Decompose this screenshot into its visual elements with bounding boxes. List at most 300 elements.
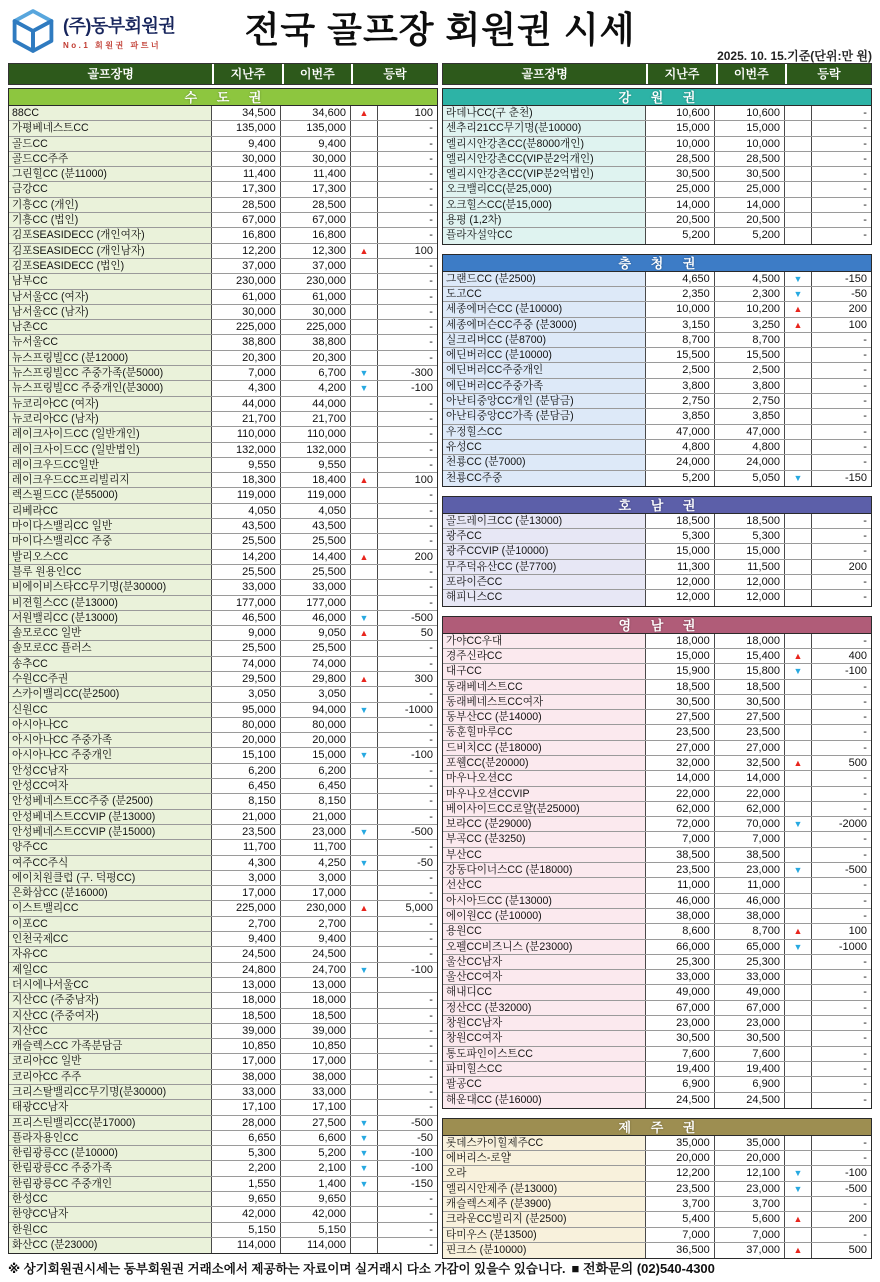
up-arrow-icon: ▲ <box>785 302 812 316</box>
course-name: 라데나CC(구 춘천) <box>443 106 646 120</box>
course-name: 안성베네스트CCVIP (분13000) <box>9 810 212 824</box>
change-value: - <box>812 771 871 785</box>
course-name: 오크힐스CC(분15,000) <box>443 198 646 212</box>
this-week-price: 12,300 <box>281 244 351 258</box>
course-name: 남촌CC <box>9 320 212 334</box>
course-name: 아난티중앙CC가족 (분담금) <box>443 409 646 423</box>
up-arrow-icon: ▲ <box>785 924 812 938</box>
last-week-price: 8,150 <box>212 794 280 808</box>
last-week-price: 2,750 <box>646 394 714 408</box>
last-week-price: 13,000 <box>212 978 280 992</box>
course-name: 한림광릉CC 주중가족 <box>9 1161 212 1175</box>
change-value: 50 <box>378 626 437 640</box>
course-name: 천룡CC주중 <box>443 471 646 486</box>
course-name: 서원밸리CC (분13000) <box>9 611 212 625</box>
table-row <box>443 710 871 725</box>
course-name: 팔공CC <box>443 1077 646 1091</box>
last-week-price: 18,300 <box>212 473 280 487</box>
course-name: 가평베네스트CC <box>9 121 212 135</box>
last-week-price: 9,400 <box>212 137 280 151</box>
this-week-price: 25,500 <box>281 534 351 548</box>
last-week-price: 24,800 <box>212 963 280 977</box>
table-row <box>443 817 871 832</box>
arrow-placeholder <box>351 427 378 441</box>
course-name: 발리오스CC <box>9 550 212 564</box>
table-row <box>443 863 871 878</box>
this-week-price: 38,800 <box>281 335 351 349</box>
table-row <box>9 274 437 289</box>
course-name: 기흥CC (개인) <box>9 198 212 212</box>
arrow-placeholder <box>785 741 812 755</box>
course-name: 골드레이크CC (분13000) <box>443 514 646 528</box>
down-arrow-icon: ▼ <box>785 272 812 286</box>
table-row <box>443 152 871 167</box>
course-name: 해내디CC <box>443 985 646 999</box>
last-week-price: 17,300 <box>212 182 280 196</box>
change-value: 200 <box>812 560 871 574</box>
last-week-price: 3,700 <box>646 1197 714 1211</box>
up-arrow-icon: ▲ <box>351 550 378 564</box>
table-row <box>443 1136 871 1151</box>
last-week-price: 1,550 <box>212 1177 280 1191</box>
table-row <box>443 363 871 378</box>
table-row <box>9 427 437 442</box>
this-week-price: 67,000 <box>281 213 351 227</box>
course-name: 솔모로CC 일반 <box>9 626 212 640</box>
this-week-price: 16,800 <box>281 228 351 242</box>
last-week-price: 9,550 <box>212 458 280 472</box>
last-week-price: 30,500 <box>646 1031 714 1045</box>
table-row <box>9 458 437 473</box>
table-row <box>9 488 437 503</box>
this-week-price: 3,850 <box>715 409 785 423</box>
last-week-price: 30,500 <box>646 695 714 709</box>
last-week-price: 24,500 <box>212 947 280 961</box>
last-week-price: 23,500 <box>646 863 714 877</box>
this-week-price: 10,200 <box>715 302 785 316</box>
change-value: 100 <box>378 106 437 120</box>
course-name: 동부산CC (분14000) <box>443 710 646 724</box>
table-row <box>9 764 437 779</box>
course-name: 제일CC <box>9 963 212 977</box>
course-name: 남서울CC (여자) <box>9 290 212 304</box>
change-value: -500 <box>378 611 437 625</box>
course-name: 에딘버러CC주중개인 <box>443 363 646 377</box>
table-row <box>443 664 871 679</box>
table-row <box>9 106 437 121</box>
table-row <box>9 1223 437 1238</box>
course-name: 안성베네스트CC주중 (분2500) <box>9 794 212 808</box>
change-value <box>378 978 437 992</box>
last-week-price: 17,000 <box>212 886 280 900</box>
change-value: - <box>378 320 437 334</box>
change-value: - <box>378 596 437 610</box>
table-row <box>9 290 437 305</box>
down-arrow-icon: ▼ <box>351 825 378 839</box>
table-row <box>9 856 437 871</box>
this-week-price: 94,000 <box>281 703 351 717</box>
table-row <box>9 366 437 381</box>
last-week-price: 5,300 <box>212 1146 280 1160</box>
this-week-price: 5,150 <box>281 1223 351 1237</box>
change-value: 100 <box>378 244 437 258</box>
last-week-price: 12,200 <box>212 244 280 258</box>
table-row <box>9 259 437 274</box>
table-row <box>443 649 871 664</box>
table-row <box>443 471 871 486</box>
this-week-price: 110,000 <box>281 427 351 441</box>
down-arrow-icon: ▼ <box>351 1177 378 1191</box>
date-note: 2025. 10. 15.기준(단위:만 원) <box>717 49 872 63</box>
course-name: 아시아나CC <box>9 718 212 732</box>
course-name: 실크리버CC (분8700) <box>443 333 646 347</box>
course-name: 금강CC <box>9 182 212 196</box>
this-week-price: 3,000 <box>281 871 351 885</box>
arrow-placeholder <box>785 121 812 135</box>
change-value: -500 <box>378 1116 437 1130</box>
change-value: - <box>378 932 437 946</box>
change-value: - <box>378 427 437 441</box>
last-week-price: 2,350 <box>646 287 714 301</box>
this-week-price: 43,500 <box>281 519 351 533</box>
arrow-placeholder <box>351 1100 378 1114</box>
this-week-price: 47,000 <box>715 425 785 439</box>
course-name: 레이크사이드CC (일반법인) <box>9 443 212 457</box>
change-value: - <box>378 1039 437 1053</box>
up-arrow-icon: ▲ <box>351 244 378 258</box>
table-row <box>443 560 871 575</box>
last-week-price: 5,150 <box>212 1223 280 1237</box>
table-row <box>9 978 437 993</box>
this-week-price: 9,050 <box>281 626 351 640</box>
column-header-row <box>8 63 438 85</box>
arrow-placeholder <box>785 909 812 923</box>
up-arrow-icon: ▲ <box>351 473 378 487</box>
last-week-price: 67,000 <box>212 213 280 227</box>
arrow-placeholder <box>351 565 378 579</box>
table-row <box>9 381 437 396</box>
arrow-placeholder <box>785 802 812 816</box>
this-week-price: 25,300 <box>715 955 785 969</box>
change-value: - <box>378 305 437 319</box>
this-week-price: 6,450 <box>281 779 351 793</box>
course-name: 골드CC <box>9 137 212 151</box>
this-week-price: 30,000 <box>281 152 351 166</box>
course-name: 남서울CC (남자) <box>9 305 212 319</box>
table-row <box>9 641 437 656</box>
arrow-placeholder <box>351 840 378 854</box>
course-name: 부곡CC (분3250) <box>443 832 646 846</box>
arrow-placeholder <box>785 333 812 347</box>
last-week-price: 25,500 <box>212 565 280 579</box>
change-value: - <box>812 725 871 739</box>
last-week-price: 24,500 <box>646 1093 714 1108</box>
table-row <box>443 802 871 817</box>
table-row <box>443 302 871 317</box>
this-week-price: 18,000 <box>715 634 785 648</box>
down-arrow-icon: ▼ <box>351 366 378 380</box>
this-week-price: 4,500 <box>715 272 785 286</box>
arrow-placeholder <box>351 1009 378 1023</box>
this-week-price: 38,500 <box>715 848 785 862</box>
table-row <box>443 848 871 863</box>
table-row <box>443 909 871 924</box>
last-week-price: 177,000 <box>212 596 280 610</box>
change-value: - <box>812 787 871 801</box>
arrow-placeholder <box>785 544 812 558</box>
arrow-placeholder <box>785 832 812 846</box>
change-value: - <box>378 1009 437 1023</box>
table-row <box>9 121 437 136</box>
course-name: 뉴서울CC <box>9 335 212 349</box>
arrow-placeholder <box>351 198 378 212</box>
table-row <box>443 544 871 559</box>
course-name: 강동다이너스CC (분18000) <box>443 863 646 877</box>
course-name: 동래베네스트CC <box>443 680 646 694</box>
table-row <box>9 1100 437 1115</box>
course-name: 해운대CC (분16000) <box>443 1093 646 1108</box>
table-row <box>9 1161 437 1176</box>
course-name: 드비치CC (분18000) <box>443 741 646 755</box>
arrow-placeholder <box>351 1207 378 1221</box>
table-row <box>9 351 437 366</box>
arrow-placeholder <box>785 228 812 243</box>
course-name: 해피니스CC <box>443 590 646 605</box>
last-week-price: 30,000 <box>212 305 280 319</box>
table-row <box>9 718 437 733</box>
column-header-thisweek: 이번주 <box>282 64 351 84</box>
change-value: 500 <box>812 1243 871 1258</box>
this-week-price: 15,000 <box>715 544 785 558</box>
arrow-placeholder <box>351 458 378 472</box>
course-name: 아시아드CC (분13000) <box>443 894 646 908</box>
this-week-price: 49,000 <box>715 985 785 999</box>
course-name: 아시아나CC 주중개인 <box>9 748 212 762</box>
course-name: 양주CC <box>9 840 212 854</box>
down-arrow-icon: ▼ <box>785 471 812 486</box>
change-value: 100 <box>378 473 437 487</box>
this-week-price: 5,200 <box>281 1146 351 1160</box>
table-row <box>443 787 871 802</box>
change-value: - <box>812 529 871 543</box>
course-name: 포라이즌CC <box>443 575 646 589</box>
arrow-placeholder <box>351 1024 378 1038</box>
last-week-price: 61,000 <box>212 290 280 304</box>
this-week-price: 33,000 <box>281 580 351 594</box>
course-name: 비에이비스타CC무기명(분30000) <box>9 580 212 594</box>
change-value: - <box>812 1016 871 1030</box>
course-name: 한양CC남자 <box>9 1207 212 1221</box>
change-value: -300 <box>378 366 437 380</box>
last-week-price: 22,000 <box>646 787 714 801</box>
table-row <box>9 167 437 182</box>
arrow-placeholder <box>351 1192 378 1206</box>
this-week-price: 35,000 <box>715 1136 785 1150</box>
arrow-placeholder <box>785 514 812 528</box>
arrow-placeholder <box>351 228 378 242</box>
change-value: - <box>812 1228 871 1242</box>
course-name: 에이치원클럽 (구. 덕평CC) <box>9 871 212 885</box>
change-value: - <box>378 351 437 365</box>
arrow-placeholder <box>351 213 378 227</box>
last-week-price: 10,000 <box>646 137 714 151</box>
arrow-placeholder <box>351 274 378 288</box>
table-row <box>9 580 437 595</box>
change-value: - <box>812 425 871 439</box>
arrow-placeholder <box>785 1093 812 1108</box>
change-value: -150 <box>378 1177 437 1191</box>
this-week-price: 2,500 <box>715 363 785 377</box>
course-name: 에딘버러CC (분10000) <box>443 348 646 362</box>
table-row <box>443 771 871 786</box>
last-week-price: 5,400 <box>646 1212 714 1226</box>
change-value: - <box>812 894 871 908</box>
last-week-price: 67,000 <box>646 1001 714 1015</box>
course-name: 울산CC여자 <box>443 970 646 984</box>
this-week-price: 9,400 <box>281 137 351 151</box>
change-value: - <box>378 259 437 273</box>
last-week-price: 7,000 <box>646 832 714 846</box>
last-week-price: 3,850 <box>646 409 714 423</box>
arrow-placeholder <box>351 932 378 946</box>
arrow-placeholder <box>351 687 378 701</box>
this-week-price: 2,300 <box>715 287 785 301</box>
change-value: - <box>378 810 437 824</box>
course-name: 코리아CC 일반 <box>9 1054 212 1068</box>
last-week-price: 18,500 <box>212 1009 280 1023</box>
table-row <box>443 440 871 455</box>
last-week-price: 28,000 <box>212 1116 280 1130</box>
course-name: 그린힐CC (분11000) <box>9 167 212 181</box>
change-value: - <box>812 213 871 227</box>
change-value: -100 <box>812 664 871 678</box>
course-name: 뉴코리아CC (여자) <box>9 397 212 411</box>
table-row <box>443 1243 871 1258</box>
change-value: - <box>378 1238 437 1253</box>
change-value: - <box>812 1093 871 1108</box>
this-week-price: 9,650 <box>281 1192 351 1206</box>
last-week-price: 37,000 <box>212 259 280 273</box>
arrow-placeholder <box>785 710 812 724</box>
arrow-placeholder <box>785 213 812 227</box>
course-name: 울산CC남자 <box>443 955 646 969</box>
this-week-price: 70,000 <box>715 817 785 831</box>
course-name: 베이사이드CC로얄(분25000) <box>443 802 646 816</box>
this-week-price: 119,000 <box>281 488 351 502</box>
arrow-placeholder <box>351 580 378 594</box>
table-row <box>443 924 871 939</box>
last-week-price: 18,000 <box>212 993 280 1007</box>
course-name: 코리아CC 주주 <box>9 1070 212 1084</box>
table-row <box>443 137 871 152</box>
arrow-placeholder <box>785 1047 812 1061</box>
arrow-placeholder <box>351 351 378 365</box>
table-row <box>9 1039 437 1054</box>
table-row <box>443 409 871 424</box>
course-name: 렉스필드CC (분55000) <box>9 488 212 502</box>
change-value: - <box>812 1031 871 1045</box>
down-arrow-icon: ▼ <box>351 611 378 625</box>
last-week-price: 23,500 <box>646 725 714 739</box>
change-value: - <box>812 152 871 166</box>
change-value: - <box>378 779 437 793</box>
this-week-price: 12,000 <box>715 575 785 589</box>
this-week-price: 2,700 <box>281 917 351 931</box>
change-value: - <box>378 840 437 854</box>
course-name: 기흥CC (법인) <box>9 213 212 227</box>
last-week-price: 7,000 <box>646 1228 714 1242</box>
table-row <box>9 504 437 519</box>
arrow-placeholder <box>351 1223 378 1237</box>
this-week-price: 14,000 <box>715 198 785 212</box>
this-week-price: 230,000 <box>281 901 351 915</box>
last-week-price: 6,650 <box>212 1131 280 1145</box>
course-name: 뉴스프링빌CC (분12000) <box>9 351 212 365</box>
arrow-placeholder <box>351 320 378 334</box>
last-week-price: 9,650 <box>212 1192 280 1206</box>
this-week-price: 46,000 <box>715 894 785 908</box>
this-week-price: 25,000 <box>715 182 785 196</box>
arrow-placeholder <box>351 182 378 196</box>
this-week-price: 19,400 <box>715 1062 785 1076</box>
arrow-placeholder <box>785 455 812 469</box>
arrow-placeholder <box>785 848 812 862</box>
change-value: -100 <box>812 1166 871 1180</box>
change-value: - <box>378 290 437 304</box>
course-name: 선산CC <box>443 878 646 892</box>
arrow-placeholder <box>351 443 378 457</box>
arrow-placeholder <box>351 305 378 319</box>
last-week-price: 4,650 <box>646 272 714 286</box>
down-arrow-icon: ▼ <box>785 1166 812 1180</box>
table-row <box>9 1238 437 1253</box>
course-name: 무주덕유산CC (분7700) <box>443 560 646 574</box>
arrow-placeholder <box>785 787 812 801</box>
table-row <box>9 733 437 748</box>
region-header: 강 원 권 <box>443 89 871 106</box>
arrow-placeholder <box>351 886 378 900</box>
arrow-placeholder <box>351 152 378 166</box>
this-week-price: 10,850 <box>281 1039 351 1053</box>
page-title: 전국 골프장 회원권 시세 <box>244 9 636 50</box>
table-row <box>9 871 437 886</box>
arrow-placeholder <box>785 725 812 739</box>
last-week-price: 4,300 <box>212 856 280 870</box>
table-row <box>9 335 437 350</box>
last-week-price: 35,000 <box>646 1136 714 1150</box>
change-value: - <box>378 794 437 808</box>
this-week-price: 61,000 <box>281 290 351 304</box>
change-value: - <box>378 198 437 212</box>
last-week-price: 4,050 <box>212 504 280 518</box>
table-row <box>9 657 437 672</box>
table-row <box>9 565 437 580</box>
change-value: - <box>812 710 871 724</box>
last-week-price: 20,000 <box>212 733 280 747</box>
course-name: 지산CC (주중여자) <box>9 1009 212 1023</box>
table-row <box>9 1085 437 1100</box>
change-value: 5,000 <box>378 901 437 915</box>
this-week-price: 37,000 <box>281 259 351 273</box>
arrow-placeholder <box>351 779 378 793</box>
arrow-placeholder <box>785 137 812 151</box>
this-week-price: 18,000 <box>281 993 351 1007</box>
change-value: - <box>378 641 437 655</box>
arrow-placeholder <box>351 917 378 931</box>
change-value: - <box>812 106 871 120</box>
last-week-price: 119,000 <box>212 488 280 502</box>
table-row <box>443 529 871 544</box>
